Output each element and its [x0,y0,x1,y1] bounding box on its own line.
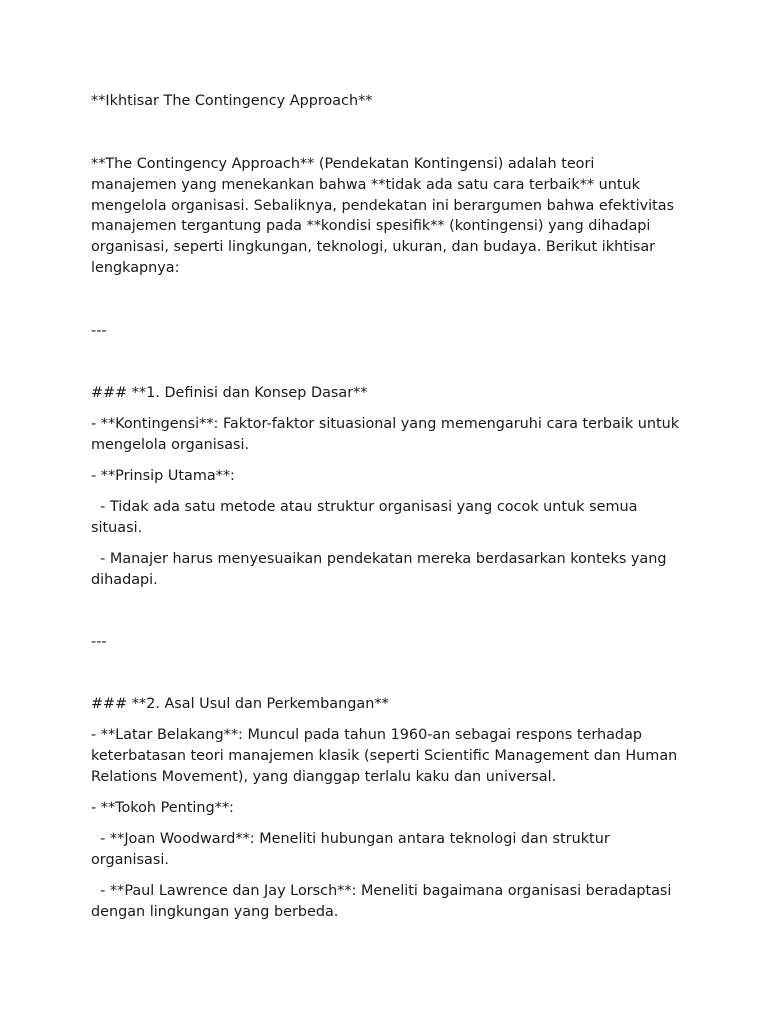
section-heading-definisi: ### **1. Definisi dan Konsep Dasar** [91,385,368,401]
section-heading-asal-usul: ### **2. Asal Usul dan Perkembangan** [91,696,389,712]
list-item: - **Kontingensi**: Faktor-faktor situasional yang memengaruhi cara terbaik untuk mengelola organisasi. [91,416,684,453]
sub-list-item: - Manajer harus menyesuaikan pendekatan mereka berdasarkan konteks yang dihadapi. [91,551,672,588]
sub-list-item: - **Paul Lawrence dan Jay Lorsch**: Meneliti bagaimana organisasi beradaptasi dengan lingkungan yang berbeda. [91,883,676,920]
sub-list-item: - Tidak ada satu metode atau struktur organisasi yang cocok untuk semua situasi. [91,499,642,536]
list-item: - **Latar Belakang**: Muncul pada tahun 1960-an sebagai respons terhadap keterbatasan teori manajemen klasik (seperti Scientific Management dan Human Relations Movement), yang dianggap terlalu kaku dan universal. [91,727,682,785]
intro-paragraph: **The Contingency Approach** (Pendekatan Kontingensi) adalah teori manajemen yang menekankan bahwa **tidak ada satu cara terbaik** untuk mengelola organisasi. Sebaliknya, pendekatan ini berargumen bahwa efektivitas manajemen tergantung pada **kondisi spesifik** (kontingensi) yang dihadapi organisasi, seperti lingkungan, teknologi, ukuran, dan budaya. Berikut ikhtisar lengkapnya: [91,156,679,276]
separator: --- [91,323,107,339]
separator: --- [91,634,107,650]
sub-list-item: - **Joan Woodward**: Meneliti hubungan antara teknologi dan struktur organisasi. [91,831,615,868]
document-title: **Ikhtisar The Contingency Approach** [91,93,373,109]
list-item: - **Tokoh Penting**: [91,800,234,816]
list-item: - **Prinsip Utama**: [91,468,235,484]
